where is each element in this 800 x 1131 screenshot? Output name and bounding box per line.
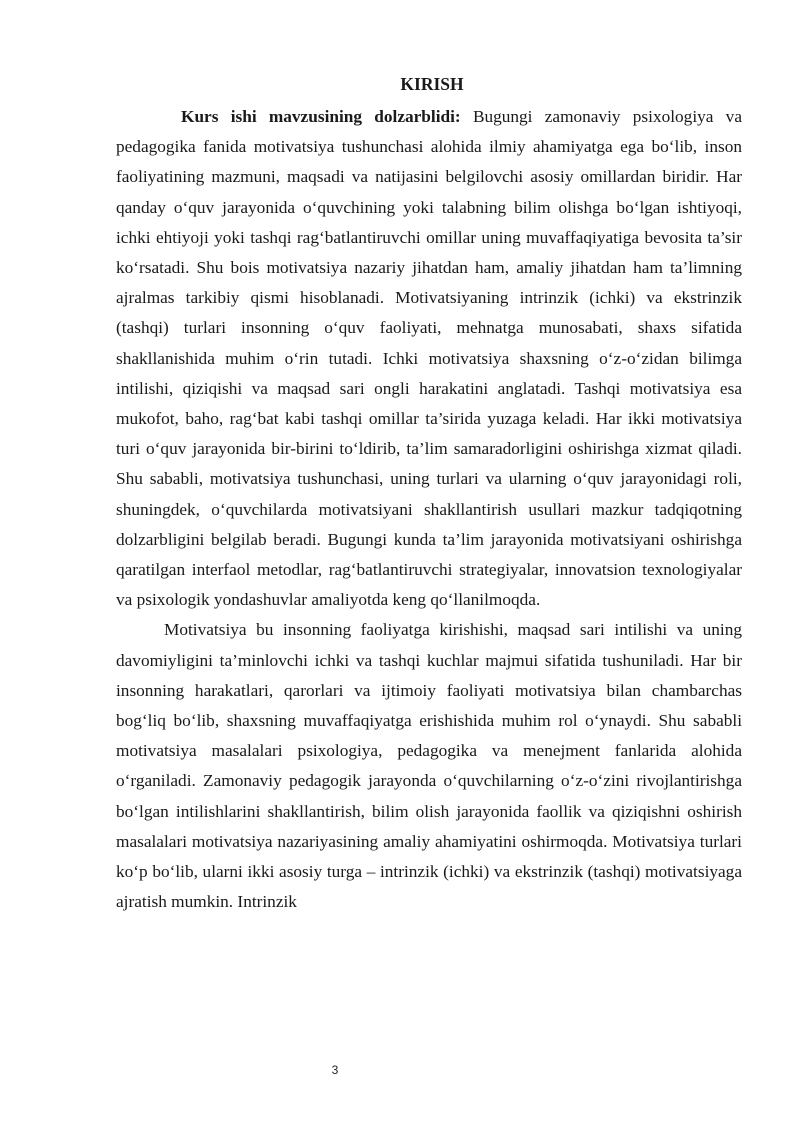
paragraph-motivation xyxy=(116,615,742,917)
paragraph-text: Bugungi zamonaviy psixologiya va pedagogika fanida motivatsiya tushunchasi alohida ilmiy ahamiyatga ega bo‘lib, inson faoliyatining mazmuni, maqsadi va natijasini belgilovchi asosiy omillardan biridir. Har qanday o‘quv jarayonida o‘quvchining yoki talabning bilim olishga bo‘lgan ishtiyoqi, ichki ehtiyoji yoki tashqi rag‘batlantiruvchi omillar uning muvaffaqiyatiga bevosita ta’sir ko‘rsatadi. Shu bois motivatsiya nazariy jihatdan ham, amaliy jihatdan ham ta’limning ajralmas tarkibiy qismi hisoblanadi. Motivatsiyaning intrinzik (ichki) va ekstrinzik (tashqi) turlari insonning o‘quv faoliyati, mehnatga munosabati, shaxs sifatida shakllanishida muhim o‘rin tutadi. Ichki motivatsiya shaxsning o‘z-o‘zidan bilimga intilishi, qiziqishi va maqsad sari ongli harakatini anglatadi. Tashqi motivatsiya esa mukofot, baho, rag‘bat kabi tashqi omillar ta’sirida yuzaga keladi. Har ikki motivatsiya turi o‘quv jarayonida bir-birini to‘ldirib, ta’lim samaradorligini oshirishga xizmat qiladi. Shu sababli, motivatsiya tushunchasi, uning turlari va ularning o‘quv jarayonidagi roli, shuningdek, o‘quvchilarda motivatsiyani shakllantirish usullari mazkur tadqiqotning dolzarbligini belgilab beradi. Bugungi kunda ta’lim jarayonida motivatsiyani oshirishga qaratilgan interfaol metodlar, rag‘batlantiruvchi strategiyalar, innovatsion texnologiyalar va psixologik yondashuvlar amaliyotda keng qo‘llanilmoqda. xyxy=(116,107,742,610)
section-heading: KIRISH xyxy=(400,74,464,94)
document-page xyxy=(116,74,742,917)
paragraph-lead: Kurs ishi mavzusining dolzarblidi: xyxy=(181,107,461,126)
page-number: 3 xyxy=(331,1063,339,1077)
paragraph-relevance xyxy=(116,102,742,615)
paragraph-text: Motivatsiya bu insonning faoliyatga kirishishi, maqsad sari intilishi va uning davomiyligini ta’minlovchi ichki va tashqi kuchlar majmui sifatida tushuniladi. Har bir insonning harakatlari, qarorlari va ijtimoiy faoliyati motivatsiya bilan chambarchas bog‘liq bo‘lib, shaxsning muvaffaqiyatga erishishida muhim rol o‘ynaydi. Shu sababli motivatsiya masalalari psixologiya, pedagogika va menejment fanlarida alohida o‘rganiladi. Zamonaviy pedagogik jarayonda o‘quvchilarning o‘z-o‘zini rivojlantirishga bo‘lgan intilishlarini shakllantirish, bilim olish jarayonida faollik va qiziqishni oshirish masalalari motivatsiya nazariyasining amaliy ahamiyatini oshirmoqda. Motivatsiya turlari ko‘p bo‘lib, ularni ikki asosiy turga – intrinzik (ichki) va ekstrinzik (tashqi) motivatsiyaga ajratish mumkin. Intrinzik xyxy=(116,620,742,912)
